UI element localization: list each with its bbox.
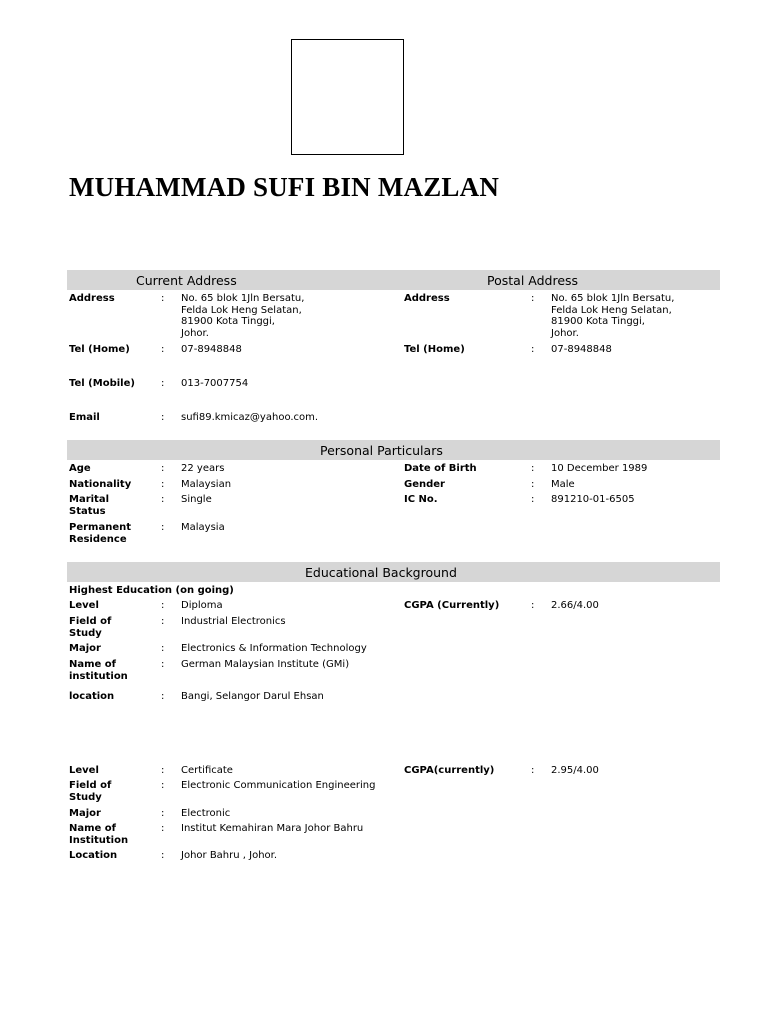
current-address-value	[181, 293, 304, 339]
marital-status-value: Single	[181, 494, 212, 505]
diploma-institution-label	[69, 659, 128, 682]
diploma-field-label	[69, 616, 111, 639]
label-line: Permanent	[69, 522, 132, 533]
diploma-level-label: Level	[69, 600, 99, 611]
separator: :	[161, 850, 165, 861]
separator: :	[531, 494, 535, 505]
email-label: Email	[69, 412, 100, 423]
separator: :	[161, 463, 165, 474]
certificate-institution-label	[69, 823, 128, 846]
separator: :	[161, 522, 165, 533]
certificate-institution-value: Institut Kemahiran Mara Johor Bahru	[181, 823, 364, 834]
label-line: Institution	[69, 834, 129, 846]
address-line: No. 65 blok 1Jln Bersatu,	[181, 293, 305, 304]
label-line: Study	[69, 791, 102, 803]
diploma-major-value: Electronics & Information Technology	[181, 643, 367, 654]
certificate-field-label	[69, 780, 111, 803]
diploma-location-value: Bangi, Selangor Darul Ehsan	[181, 691, 324, 702]
education-section-bar	[67, 562, 720, 582]
separator: :	[161, 808, 165, 819]
address-line: Felda Lok Heng Selatan,	[551, 304, 672, 316]
email-value: sufi89.kmicaz@yahoo.com.	[181, 412, 319, 423]
separator: :	[161, 616, 165, 627]
certificate-cgpa-label: CGPA(currently)	[404, 765, 495, 776]
dob-value: 10 December 1989	[551, 463, 648, 474]
postal-tel-home-label: Tel (Home)	[404, 344, 465, 355]
certificate-major-label: Major	[69, 808, 101, 819]
certificate-level-value: Certificate	[181, 765, 233, 776]
gender-value: Male	[551, 479, 575, 490]
label-line: Name of	[69, 659, 117, 670]
separator: :	[161, 643, 165, 654]
certificate-field-value: Electronic Communication Engineering	[181, 780, 376, 791]
label-line: Field of	[69, 780, 112, 791]
postal-address-value	[551, 293, 674, 339]
address-line: Johor.	[551, 327, 579, 339]
age-value: 22 years	[181, 463, 225, 474]
personal-section-bar	[67, 440, 720, 460]
certificate-level-label: Level	[69, 765, 99, 776]
diploma-level-value: Diploma	[181, 600, 223, 611]
nationality-label: Nationality	[69, 479, 132, 490]
certificate-location-label: Location	[69, 850, 118, 861]
separator: :	[161, 293, 165, 304]
tel-mobile-value: 013-7007754	[181, 378, 249, 389]
label-line: Marital	[69, 494, 110, 505]
separator: :	[531, 293, 535, 304]
ic-value: 891210-01-6505	[551, 494, 635, 505]
separator: :	[161, 479, 165, 490]
label-line: Name of	[69, 823, 117, 834]
address-line: Felda Lok Heng Selatan,	[181, 304, 302, 316]
permanent-residence-label	[69, 522, 131, 545]
nationality-value: Malaysian	[181, 479, 232, 490]
separator: :	[161, 494, 165, 505]
separator: :	[161, 823, 165, 834]
ic-label: IC No.	[404, 494, 438, 505]
address-line: Johor.	[181, 327, 209, 339]
separator: :	[531, 463, 535, 474]
photo-placeholder	[291, 39, 404, 155]
separator: :	[161, 659, 165, 670]
tel-home-value: 07-8948848	[181, 344, 242, 355]
postal-tel-home-value: 07-8948848	[551, 344, 612, 355]
diploma-cgpa-value: 2.66/4.00	[551, 600, 599, 611]
separator: :	[161, 765, 165, 776]
current-address-heading: Current Address	[136, 273, 237, 288]
address-line: 81900 Kota Tinggi,	[551, 316, 645, 328]
label-line: Residence	[69, 533, 127, 545]
certificate-location-value: Johor Bahru , Johor.	[181, 850, 278, 861]
label-line: Field of	[69, 616, 112, 627]
postal-address-label: Address	[404, 293, 450, 304]
address-line: No. 65 blok 1Jln Bersatu,	[551, 293, 675, 304]
gender-label: Gender	[404, 479, 445, 490]
certificate-major-value: Electronic	[181, 808, 231, 819]
permanent-residence-value: Malaysia	[181, 522, 225, 533]
dob-label: Date of Birth	[404, 463, 477, 474]
certificate-cgpa-value: 2.95/4.00	[551, 765, 599, 776]
separator: :	[531, 344, 535, 355]
separator: :	[161, 600, 165, 611]
tel-mobile-label: Tel (Mobile)	[69, 378, 135, 389]
separator: :	[161, 378, 165, 389]
separator: :	[161, 780, 165, 791]
separator: :	[531, 479, 535, 490]
diploma-major-label: Major	[69, 643, 101, 654]
applicant-name: MUHAMMAD SUFI BIN MAZLAN	[69, 172, 500, 202]
separator: :	[161, 412, 165, 423]
highest-education-label: Highest Education (on going)	[69, 585, 234, 596]
separator: :	[161, 344, 165, 355]
address-section-bar	[67, 270, 720, 290]
age-label: Age	[69, 463, 91, 474]
address-line: 81900 Kota Tinggi,	[181, 316, 275, 328]
diploma-location-label: location	[69, 691, 115, 702]
current-address-label: Address	[69, 293, 115, 304]
diploma-cgpa-label: CGPA (Currently)	[404, 600, 500, 611]
separator: :	[531, 600, 535, 611]
marital-status-label	[69, 494, 109, 517]
postal-address-heading: Postal Address	[487, 273, 579, 288]
tel-home-label: Tel (Home)	[69, 344, 130, 355]
label-line: Study	[69, 627, 102, 639]
diploma-field-value: Industrial Electronics	[181, 616, 286, 627]
separator: :	[161, 691, 165, 702]
personal-heading: Personal Particulars	[320, 443, 443, 458]
label-line: institution	[69, 670, 128, 682]
education-heading: Educational Background	[305, 565, 457, 580]
diploma-institution-value: German Malaysian Institute (GMi)	[181, 659, 350, 670]
label-line: Status	[69, 505, 106, 517]
separator: :	[531, 765, 535, 776]
